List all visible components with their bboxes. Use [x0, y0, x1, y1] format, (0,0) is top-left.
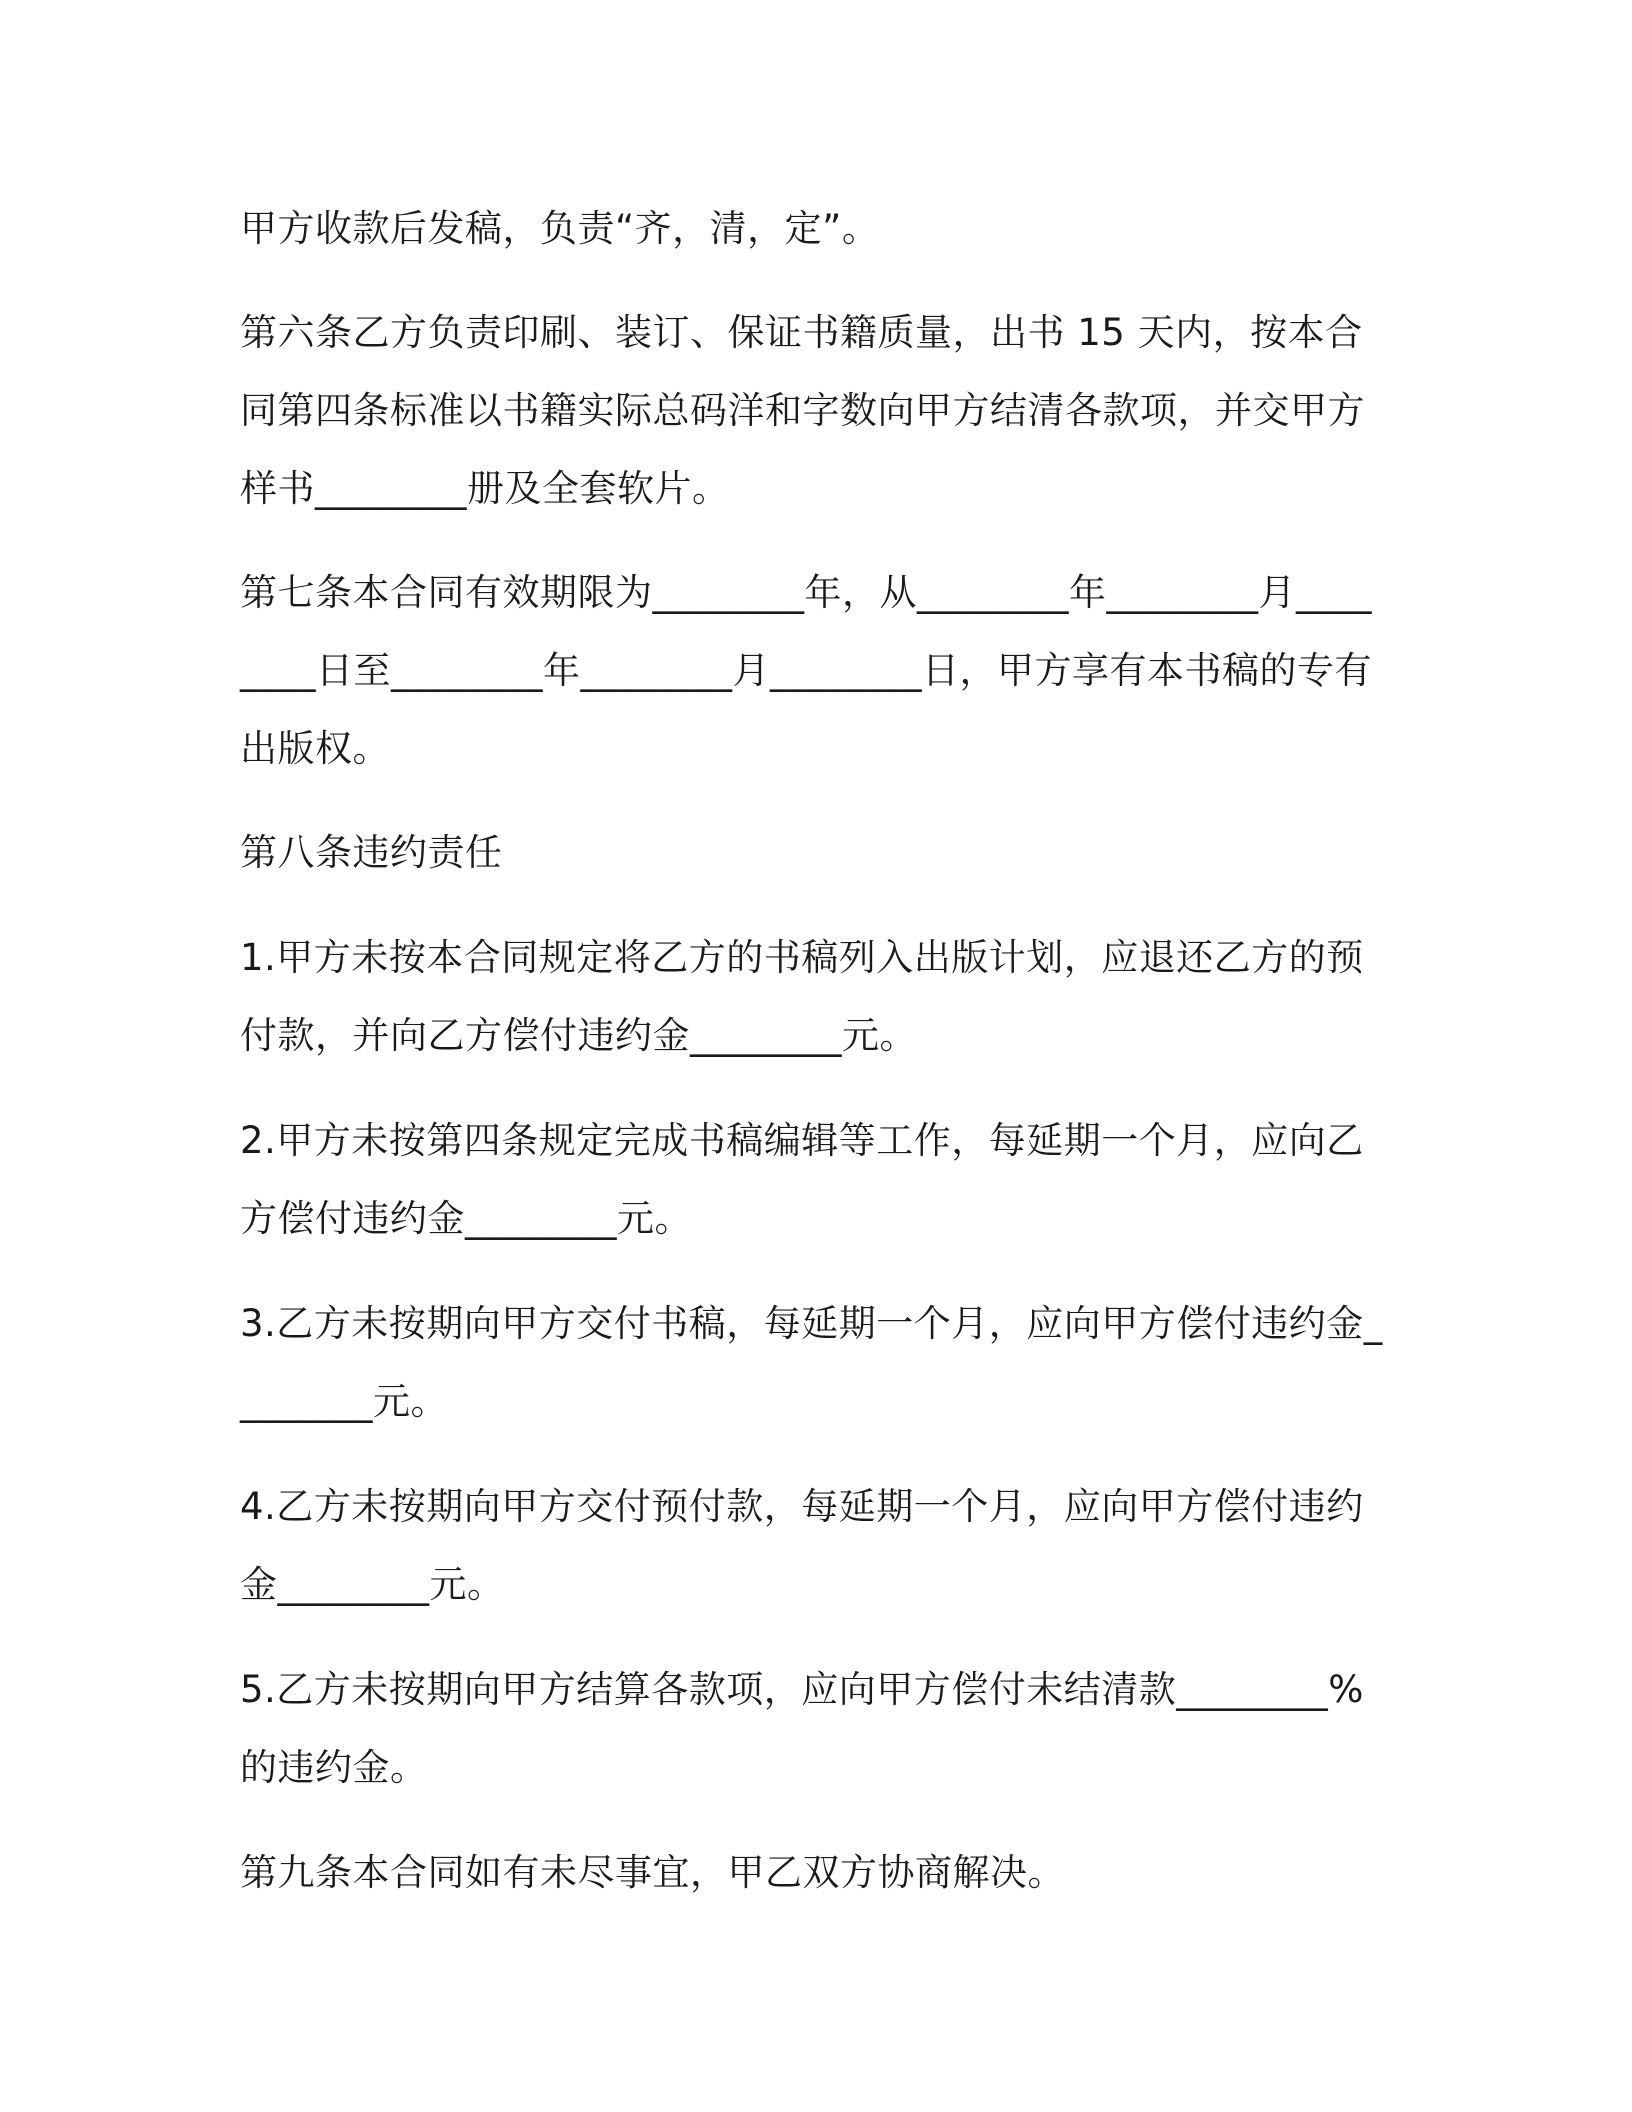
paragraph-clause-5: 5.乙方未按期向甲方结算各款项，应向甲方偿付未结清款________%的违约金。	[240, 1668, 1364, 1789]
document-body	[240, 190, 1390, 1912]
paragraph-article-8-heading: 第八条违约责任	[240, 831, 503, 874]
paragraph-clause-4: 4.乙方未按期向甲方交付预付款，每延期一个月，应向甲方偿付违约金________元。	[240, 1485, 1364, 1606]
paragraph-article-6: 第六条乙方负责印刷、装订、保证书籍质量，出书 15 天内，按本合同第四条标准以书籍实际总码洋和字数向甲方结清各款项，并交甲方样书________册及全套软片。	[240, 311, 1365, 510]
paragraph-clause-2: 2.甲方未按第四条规定完成书稿编辑等工作，每延期一个月，应向乙方偿付违约金________元。	[240, 1119, 1364, 1240]
paragraph-clause-1: 1.甲方未按本合同规定将乙方的书稿列入出版计划，应退还乙方的预付款，并向乙方偿付违约金________元。	[240, 936, 1364, 1057]
paragraph-article-9: 第九条本合同如有未尽事宜，甲乙双方协商解决。	[240, 1851, 1065, 1894]
paragraph-delivery: 甲方收款后发稿，负责“齐，清，定”。	[240, 207, 880, 250]
paragraph-clause-3: 3.乙方未按期向甲方交付书稿，每延期一个月，应向甲方偿付违约金________元。	[240, 1302, 1383, 1423]
paragraph-article-7: 第七条本合同有效期限为________年，从________年________月________日至________年________月________日，甲方享有本书稿的专有出版权。	[240, 571, 1372, 770]
